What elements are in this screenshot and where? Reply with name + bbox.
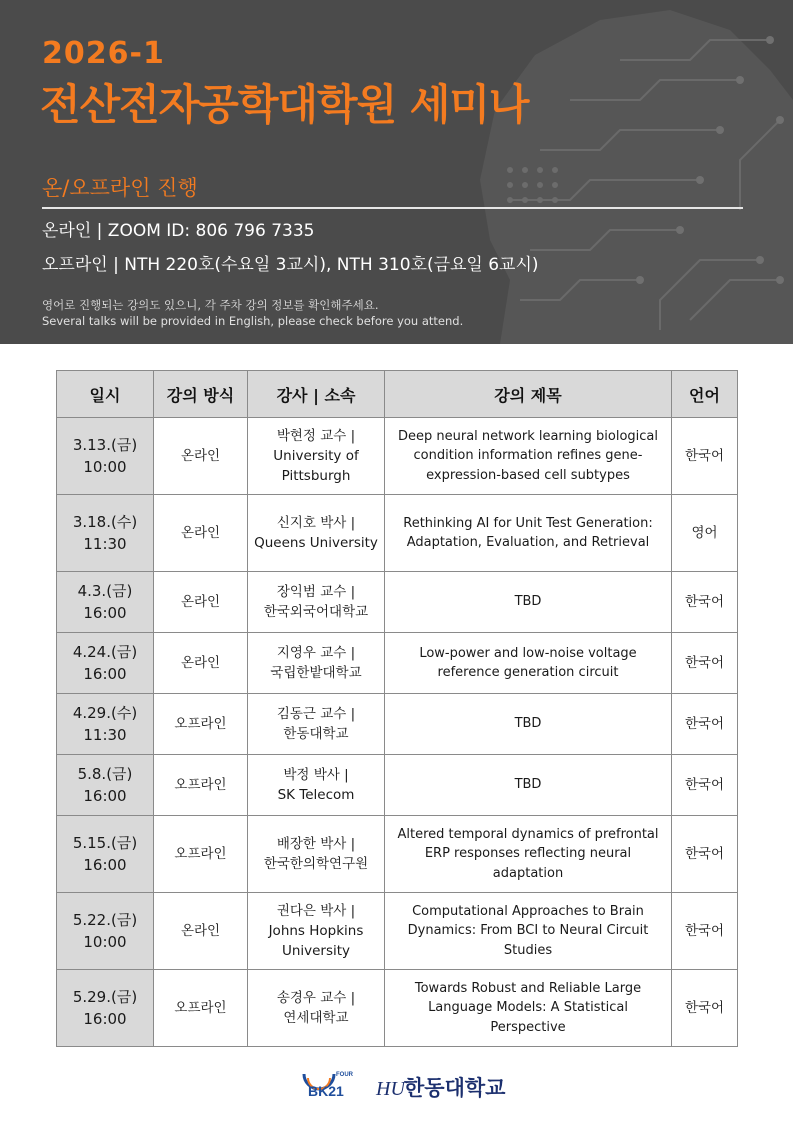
table-row <box>57 495 738 572</box>
page-title: 전산전자공학대학원 세미나 <box>40 80 529 129</box>
mode-label: 온/오프라인 진행 <box>42 176 198 200</box>
mode-cell: 오프라인 <box>154 816 248 893</box>
title-cell: TBD <box>385 755 672 816</box>
speaker-cell: 지영우 교수 | 국립한밭대학교 <box>248 633 385 694</box>
online-info: 온라인 | ZOOM ID: 806 796 7335 <box>42 221 315 241</box>
speaker-cell: 김동근 교수 | 한동대학교 <box>248 694 385 755</box>
language-cell: 한국어 <box>672 755 738 816</box>
date-cell: 5.15.(금) 16:00 <box>57 816 154 893</box>
language-cell: 한국어 <box>672 816 738 893</box>
date-cell: 4.24.(금) 16:00 <box>57 633 154 694</box>
mode-cell: 오프라인 <box>154 694 248 755</box>
hgu-name-text: 한동대학교 <box>404 1076 506 1100</box>
speaker-cell: 장익범 교수 | 한국외국어대학교 <box>248 572 385 633</box>
header-title: 강의 제목 <box>385 371 672 418</box>
header-divider <box>42 207 743 209</box>
date-cell: 5.22.(금) 10:00 <box>57 893 154 970</box>
date-cell: 3.18.(수) 11:30 <box>57 495 154 572</box>
header-mode: 강의 방식 <box>154 371 248 418</box>
mode-cell: 오프라인 <box>154 755 248 816</box>
table-header-row <box>57 371 738 418</box>
language-cell: 한국어 <box>672 694 738 755</box>
handong-logo <box>375 1076 506 1100</box>
speaker-cell: 배장한 박사 | 한국한의학연구원 <box>248 816 385 893</box>
table-row <box>57 816 738 893</box>
title-cell: Rethinking AI for Unit Test Generation: Adaptation, Evaluation, and Retrieval <box>385 495 672 572</box>
language-cell: 한국어 <box>672 418 738 495</box>
note-english: Several talks will be provided in English, please check before you attend. <box>42 314 464 328</box>
language-cell: 한국어 <box>672 633 738 694</box>
table-row <box>57 893 738 970</box>
title-cell: Low-power and low-noise voltage reference generation circuit <box>385 633 672 694</box>
language-cell: 영어 <box>672 495 738 572</box>
mode-cell: 온라인 <box>154 893 248 970</box>
speaker-cell: 박현정 교수 | University of Pittsburgh <box>248 418 385 495</box>
header-language: 언어 <box>672 371 738 418</box>
bk21-logo <box>304 1072 354 1099</box>
date-cell: 3.13.(금) 10:00 <box>57 418 154 495</box>
table-row <box>57 694 738 755</box>
title-cell: TBD <box>385 572 672 633</box>
speaker-cell: 권다은 박사 | Johns Hopkins University <box>248 893 385 970</box>
mode-cell: 온라인 <box>154 633 248 694</box>
mode-cell: 온라인 <box>154 495 248 572</box>
language-cell: 한국어 <box>672 970 738 1047</box>
table-row <box>57 755 738 816</box>
bk21-text: BK21 <box>308 1083 344 1099</box>
title-cell: Altered temporal dynamics of prefrontal ERP responses reflecting neural adaptation <box>385 816 672 893</box>
header-banner <box>0 0 793 344</box>
year-label: 2026-1 <box>42 36 165 71</box>
title-cell: Towards Robust and Reliable Large Language Models: A Statistical Perspective <box>385 970 672 1047</box>
speaker-cell: 송경우 교수 | 연세대학교 <box>248 970 385 1047</box>
table-row <box>57 572 738 633</box>
title-cell: Computational Approaches to Brain Dynamics: From BCI to Neural Circuit Studies <box>385 893 672 970</box>
seminar-schedule-table <box>56 370 738 1047</box>
mode-cell: 오프라인 <box>154 970 248 1047</box>
title-cell: TBD <box>385 694 672 755</box>
language-cell: 한국어 <box>672 893 738 970</box>
table-row <box>57 633 738 694</box>
date-cell: 5.8.(금) 16:00 <box>57 755 154 816</box>
date-cell: 5.29.(금) 16:00 <box>57 970 154 1047</box>
language-cell: 한국어 <box>672 572 738 633</box>
hgu-symbol-icon: HU <box>376 1078 405 1100</box>
circuit-head-graphic <box>440 0 793 344</box>
offline-info: 오프라인 | NTH 220호(수요일 3교시), NTH 310호(금요일 6교시) <box>42 255 539 275</box>
note-korean: 영어로 진행되는 강의도 있으니, 각 주차 강의 정보를 확인해주세요. <box>42 298 379 312</box>
table-row <box>57 418 738 495</box>
footer-logos <box>300 1068 520 1102</box>
speaker-cell: 박정 박사 | SK Telecom <box>248 755 385 816</box>
date-cell: 4.3.(금) 16:00 <box>57 572 154 633</box>
mode-cell: 온라인 <box>154 572 248 633</box>
table-row <box>57 970 738 1047</box>
date-cell: 4.29.(수) 11:30 <box>57 694 154 755</box>
header-date: 일시 <box>57 371 154 418</box>
bk21-four-text: FOUR <box>336 1072 353 1078</box>
title-cell: Deep neural network learning biological condition information refines gene-expression-based cell subtypes <box>385 418 672 495</box>
mode-cell: 온라인 <box>154 418 248 495</box>
header-speaker: 강사 | 소속 <box>248 371 385 418</box>
speaker-cell: 신지호 박사 | Queens University <box>248 495 385 572</box>
